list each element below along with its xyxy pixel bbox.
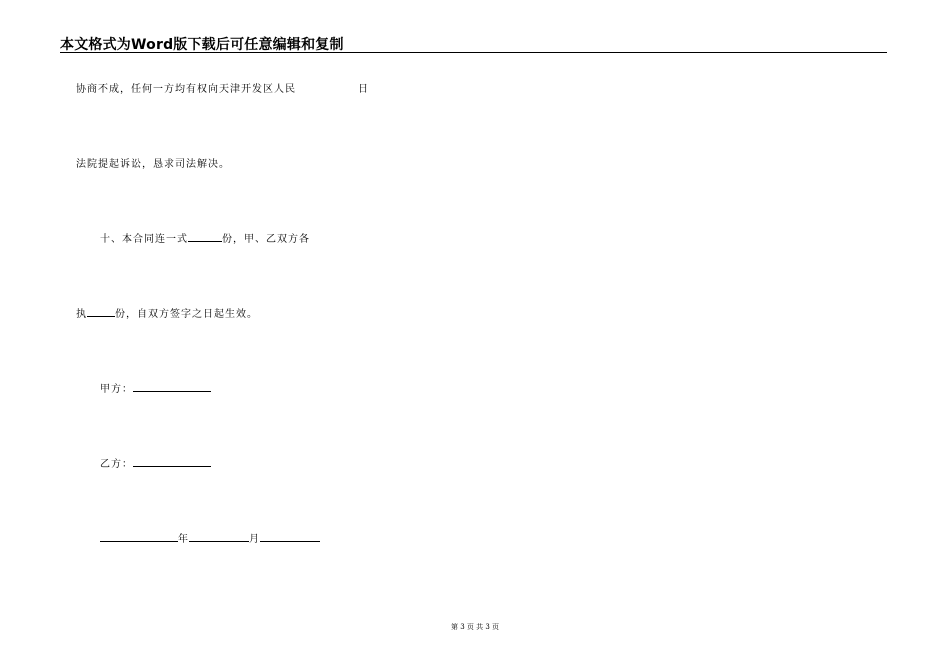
month-label: 月	[249, 534, 260, 545]
clause-line-1	[76, 80, 296, 95]
clause-ten-line	[100, 230, 310, 245]
clause-line-2	[76, 155, 230, 170]
party-a-line	[100, 380, 211, 395]
clause-line-1-tail	[358, 80, 369, 95]
party-b-line	[100, 455, 211, 470]
page-number: 第 3 页 共 3 页	[450, 623, 500, 631]
clause-line-1-text: 协商不成，任何一方均有权向天津开发区人民	[76, 84, 296, 95]
clause-ten-suffix: 份，甲、乙双方各	[222, 234, 310, 245]
day-blank	[260, 532, 320, 542]
page-footer	[0, 622, 950, 632]
date-line	[100, 530, 320, 545]
header-divider	[60, 52, 887, 53]
copies-total-blank	[188, 232, 222, 242]
clause-ten-continuation	[76, 305, 258, 320]
clause-ten-prefix: 十、本合同连一式	[100, 234, 188, 245]
party-a-label: 甲方：	[100, 384, 133, 395]
party-a-signature-blank	[133, 382, 211, 392]
header-title: 本文格式为Word版下载后可任意编辑和复制	[60, 37, 344, 53]
year-label: 年	[178, 534, 189, 545]
party-b-signature-blank	[133, 457, 211, 467]
copies-each-blank	[87, 307, 115, 317]
clause-ten-cont-prefix: 执	[76, 309, 87, 320]
month-blank	[189, 532, 249, 542]
party-b-label: 乙方：	[100, 459, 133, 470]
clause-line-1-tail-text: 日	[358, 84, 369, 95]
year-blank	[100, 532, 178, 542]
clause-line-2-text: 法院提起诉讼，恳求司法解决。	[76, 159, 230, 170]
clause-ten-cont-suffix: 份，自双方签字之日起生效。	[115, 309, 258, 320]
